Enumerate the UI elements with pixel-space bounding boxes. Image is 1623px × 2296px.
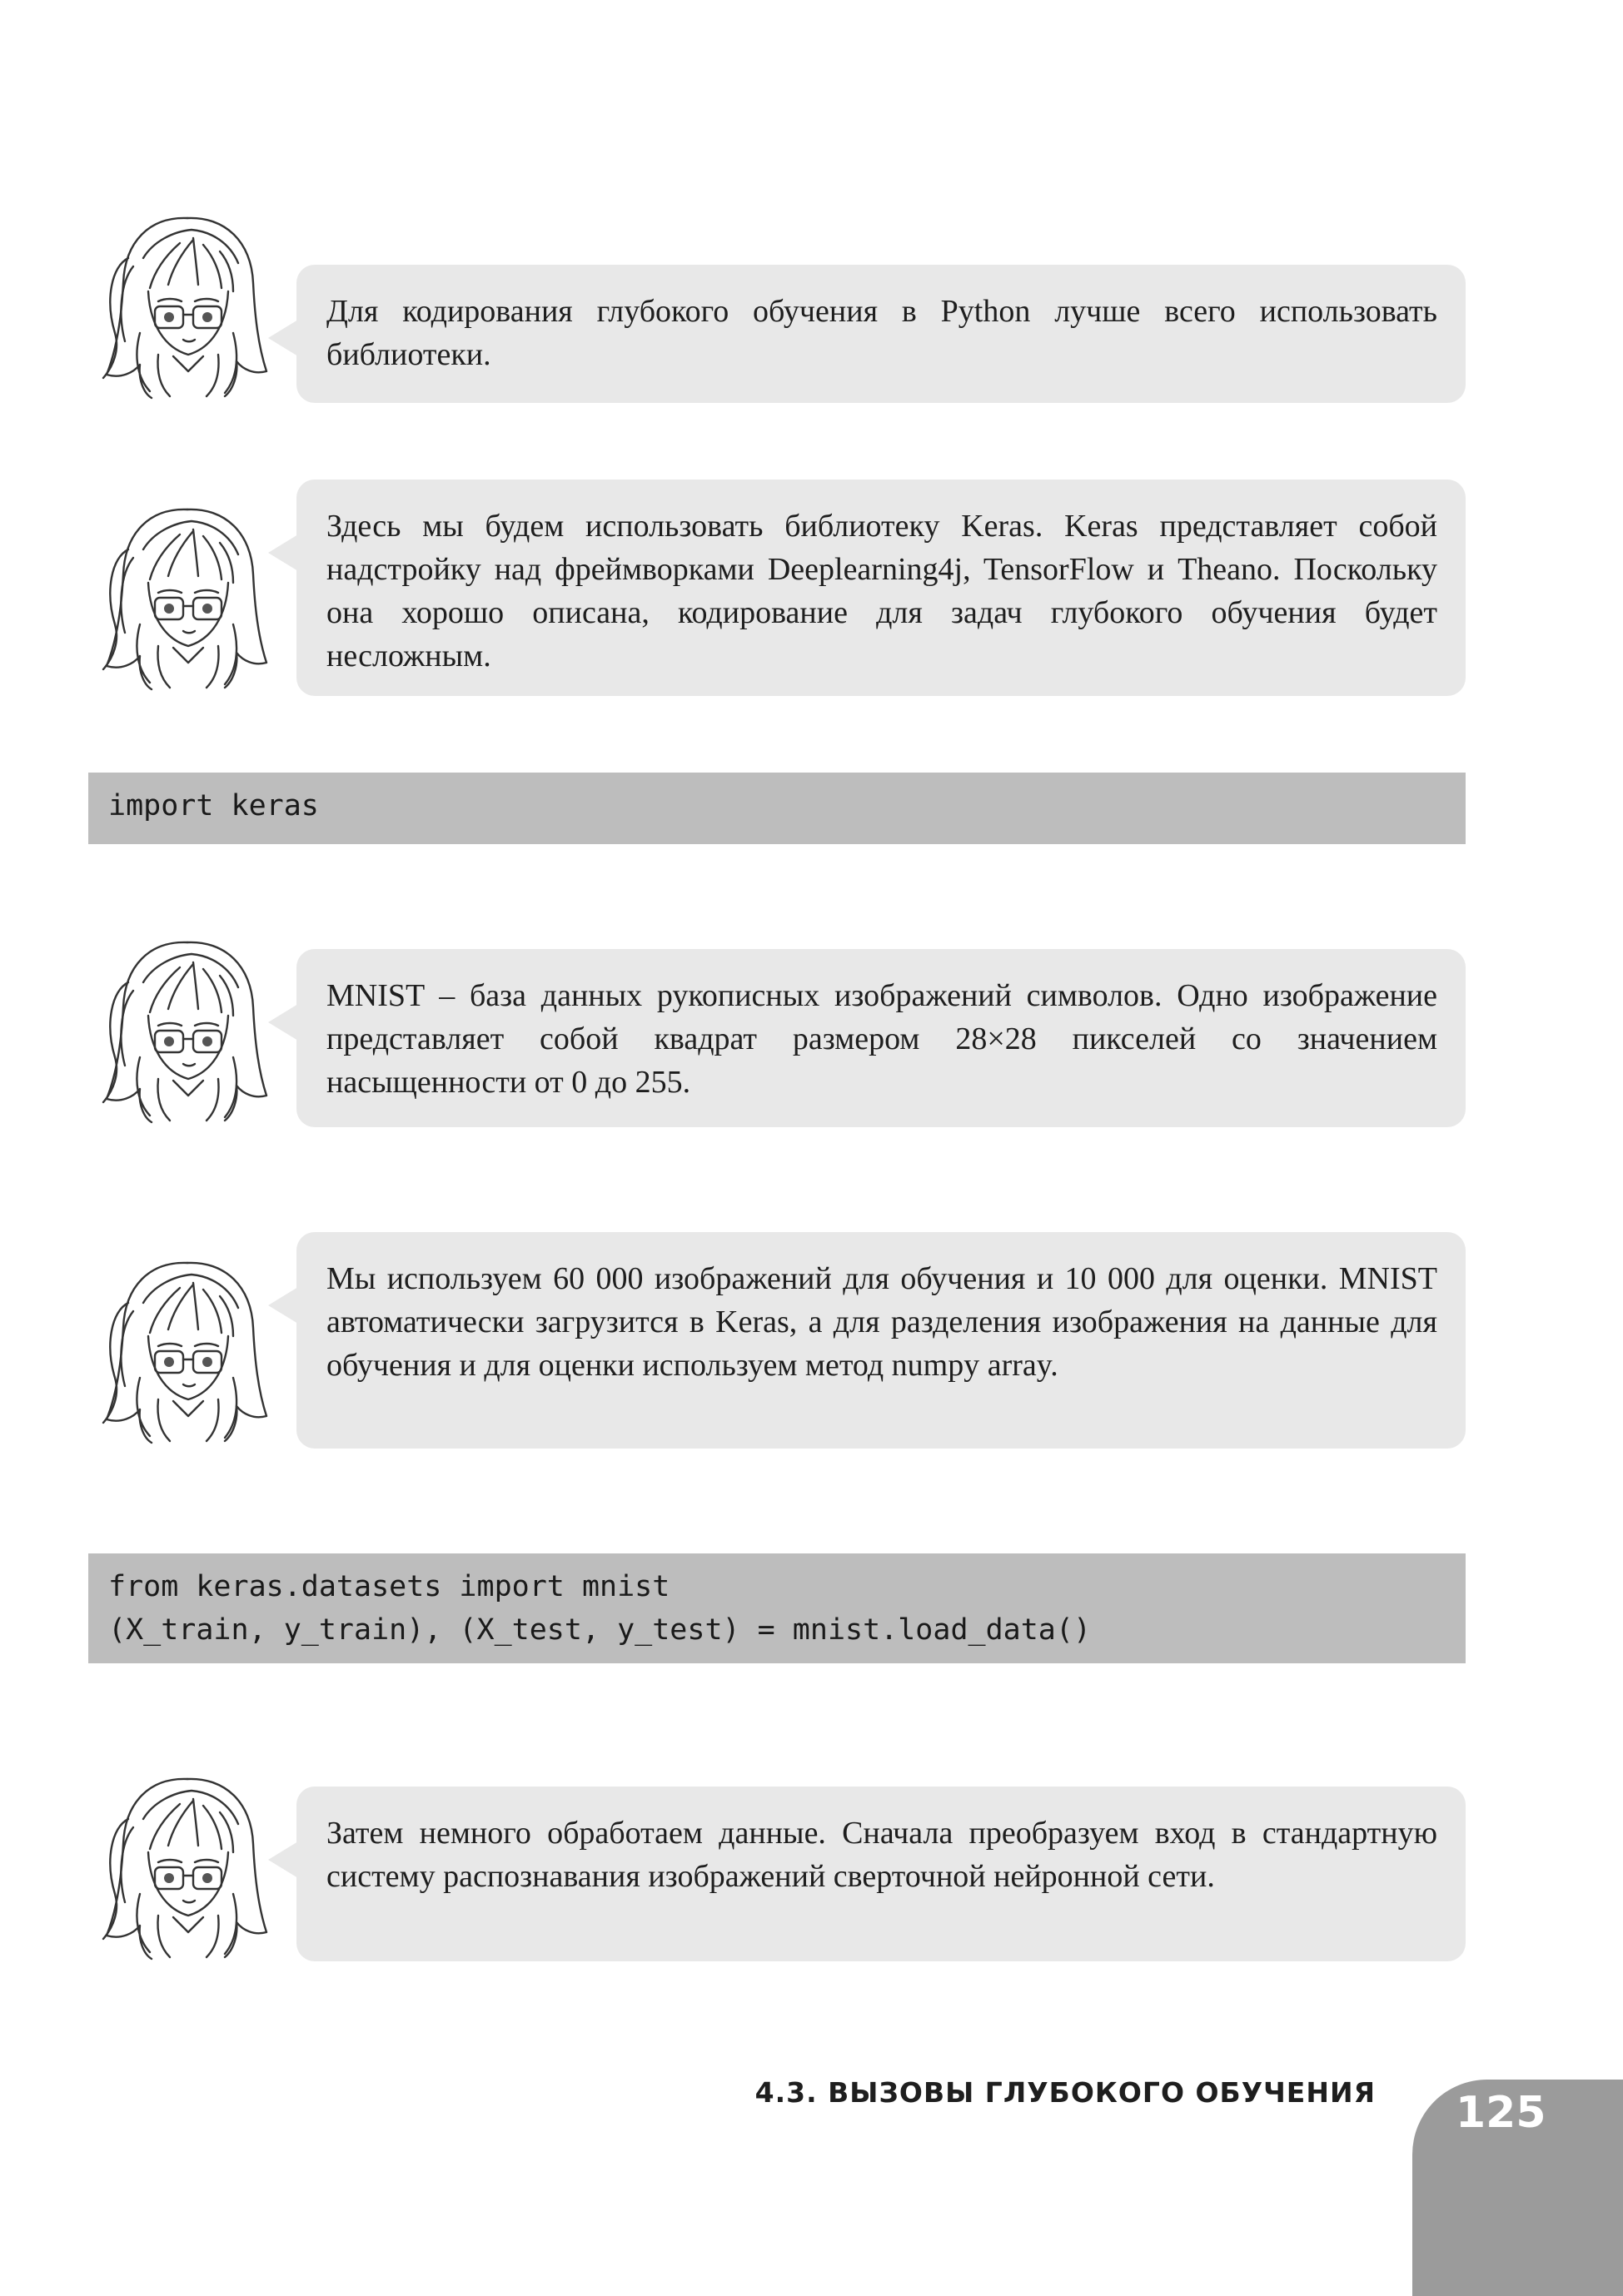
bubble-text: Здесь мы будем использовать библиотеку Keras. Keras представляет собой надстройку над фреймворками Deeplearning4j, TensorFlow и Theano. Поскольку она хорошо описана, кодирование для задач глубокого обучения будет несложным. [326, 509, 1437, 673]
speech-bubble [296, 1787, 1466, 1961]
bubble-text: Затем немного обработаем данные. Сначала преобразуем вход в стандартную систему распознавания изображений сверточной нейронной сети. [326, 1816, 1437, 1894]
girl-avatar-icon [100, 1769, 275, 1961]
speech-bubble [296, 265, 1466, 403]
code-line: (X_train, y_train), (X_test, y_test) = mnist.load_data() [108, 1613, 1092, 1647]
code-line: import keras [108, 789, 319, 822]
chapter-title: 4.3. ВЫЗОВЫ ГЛУБОКОГО ОБУЧЕНИЯ [754, 2076, 1376, 2109]
bubble-text: Для кодирования глубокого обучения в Python лучше всего использовать библиотеки. [326, 294, 1437, 372]
bubble-text: MNIST – база данных рукописных изображений символов. Одно изображение представляет собой квадрат размером 28×28 пикселей со значением насыщенности от 0 до 255. [326, 978, 1437, 1100]
code-block [88, 1553, 1466, 1663]
girl-avatar-icon [100, 208, 275, 400]
girl-avatar-icon [100, 1253, 275, 1444]
code-block [88, 773, 1466, 844]
page-number: 125 [1456, 2088, 1546, 2138]
speech-bubble [296, 1232, 1466, 1449]
speech-bubble [296, 949, 1466, 1127]
girl-avatar-icon [100, 499, 275, 691]
bubble-text: Мы используем 60 000 изображений для обучения и 10 000 для оценки. MNIST автоматически загрузится в Keras, а для разделения изображения на данные для обучения и для оценки используем метод numpy array. [326, 1261, 1437, 1383]
girl-avatar-icon [100, 932, 275, 1124]
code-line: from keras.datasets import mnist [108, 1570, 670, 1603]
speech-bubble [296, 480, 1466, 696]
